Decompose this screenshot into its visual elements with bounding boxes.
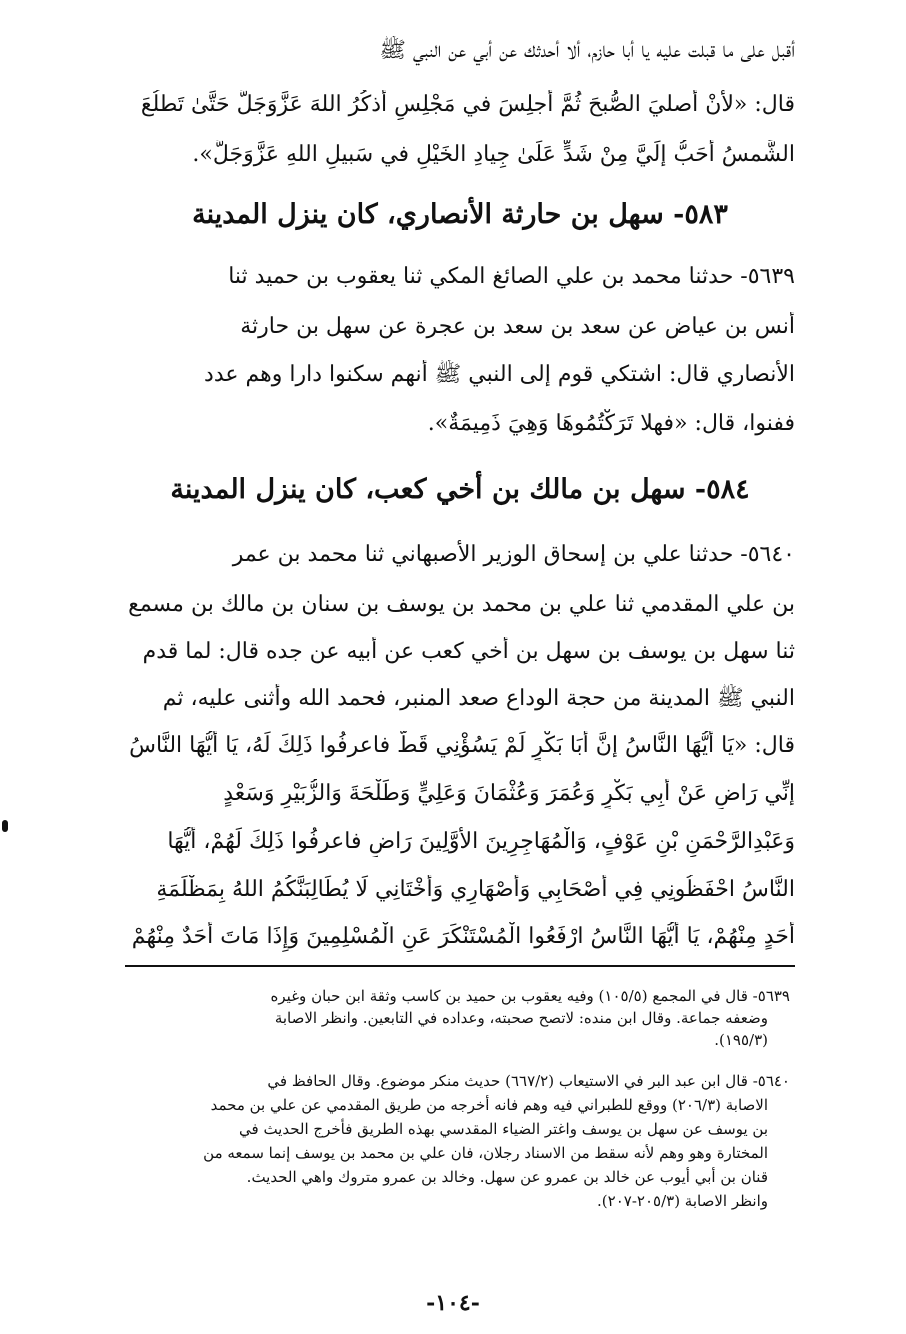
text-line: ففنوا، قال: «فهلا تَرَكْتُمُوهَا وَهِيَ ذَمِيمَةٌ». (427, 411, 795, 436)
footnote-line: ٥٦٣٩- قال في المجمع (١٠٥/٥) وفيه يعقوب بن حميد بن كاسب وثقة ابن حبان وغيره (270, 987, 790, 1005)
footnote-line: وضعفه جماعة. وقال ابن منده: لاتصح صحبته، وعداده في التابعين. وانظر الاصابة (274, 1009, 768, 1027)
text-line: الأنصاري قال: اشتكي قوم إلى النبي ﷺ أنهم سكنوا دارا وهم عدد (204, 362, 795, 387)
page-number: -١٠٤- (426, 1290, 480, 1316)
footnote-line: (١٩٥/٣). (714, 1031, 768, 1049)
footnote-line: الاصابة (٢٠٦/٣) ووقع للطبراني فيه وهم فانه أخرجه من طريق المقدمي عن علي بن محمد (210, 1096, 768, 1114)
footnote-line: قنان بن أبي أيوب عن خالد بن عمرو عن سهل. وخالد بن عمرو متروك واهي الحديث. (246, 1168, 768, 1186)
footnote-line: ٥٦٤٠- قال ابن عبد البر في الاستيعاب (٦٦٧/٢) حديث منكر موضوع. وقال الحافظ في (267, 1072, 790, 1090)
text-line: النبي ﷺ المدينة من حجة الوداع صعد المنبر، فحمد الله وأثنى عليه، ثم (162, 686, 795, 711)
text-line: الشَّمسُ أَحَبُّ إلَيَّ مِنْ شَدٍّ عَلَىٰ جِيادِ الخَيْلِ في سَبيلِ اللهِ عَزَّوَجَلَّ». (192, 142, 795, 167)
footnote-line: المختارة وهو وهم لأنه سقط من الاسناد رجلان، فان علي بن محمد بن يوسف إنما سمعه من (203, 1144, 768, 1162)
footnote-line: بن يوسف عن سهل بن يوسف واغتر الضياء المقدسي بهذه الطريق فأخرج الحديث في (239, 1120, 768, 1138)
text-line: ثنا سهل بن يوسف بن سهل بن أخي كعب عن أبيه عن جده قال: لما قدم (142, 639, 795, 664)
footnote-line: وانظر الاصابة (٢٠٥/٣-٢٠٧). (597, 1192, 768, 1210)
text-line: بن علي المقدمي ثنا علي بن محمد بن يوسف بن سنان بن مالك بن مسمع (128, 592, 795, 617)
margin-mark (2, 820, 8, 832)
text-line: ٥٦٣٩- حدثنا محمد بن علي الصائغ المكي ثنا يعقوب بن حميد ثنا (228, 264, 795, 289)
text-line: أَحَدٍ مِنْهُمْ، يَا أَيُّهَا النَّاسُ ارْفَعُوا الْمُسْتَنْكَرَ عَنِ الْمُسْلِمِينَ وَإِذَا مَاتَ أَحَدٌ مِنْهُمْ (131, 924, 795, 949)
text-line: قال: «يَا أَيُّهَا النَّاسُ إنَّ أَبَا بَكْرٍ لَمْ يَسُؤْنِي قَطُّ فاعرفُوا ذَلِكَ لَهُ، يَا أَيُّهَا النَّاسُ (129, 733, 795, 758)
text-line: ٥٦٤٠- حدثنا علي بن إسحاق الوزير الأصبهاني ثنا محمد بن عمر (232, 542, 795, 567)
text-line: النَّاسُ احْفَظُونِي فِي أَصْحَابِي وَأَصْهَارِي وَأَخْتَانِي لَا يُطَالِبَنَّكُمُ اللهُ بِمَظْلَمَةِ (156, 877, 795, 902)
text-line: أنس بن عياض عن سعد بن سعد بن عجرة عن سهل بن حارثة (240, 314, 795, 339)
text-line: أقبل على ما قبلت عليه يا أبا حازم، ألا أحدثك عن أبي عن النبي ﷺ (379, 38, 795, 63)
section-heading: ٥٨٣- سهل بن حارثة الأنصاري، كان ينزل المدينة (192, 199, 728, 230)
section-heading: ٥٨٤- سهل بن مالك بن أخي كعب، كان ينزل المدينة (170, 474, 750, 505)
text-line: وَعَبْدِالرَّحْمَنِ بْنِ عَوْفٍ، وَالْمُهَاجِرِينَ الأَوَّلِينَ رَاضٍ فاعرفُوا ذَلِكَ لَهُمْ، أَيُّهَا (167, 829, 795, 854)
text-line: قال: «لأنْ أصليَ الصُّبحَ ثُمَّ أجلِسَ في مَجْلِسٍ أذكُرُ اللهَ عَزَّوَجَلَّ حَتَّىٰ تَطلُعَ (140, 92, 795, 117)
footnote-divider (125, 965, 795, 967)
text-line: إنِّي رَاضٍ عَنْ أَبِي بَكْرٍ وَعُمَرَ وَعُثْمَانَ وَعَلِيٍّ وَطَلْحَةَ وَالزُّبَيْرِ وَسَعْدٍ (223, 781, 795, 806)
